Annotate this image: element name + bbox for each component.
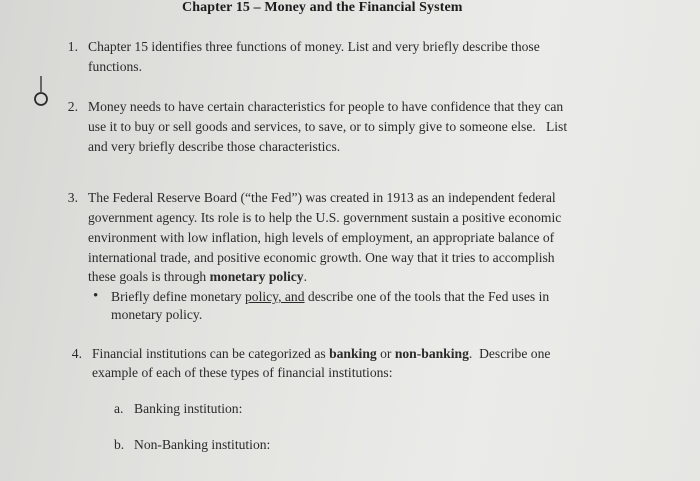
bullet-icon: • <box>93 288 99 304</box>
question-text: government agency. Its role is to help the U.S. government sustain a positive economic <box>88 210 562 225</box>
question-text: and very briefly describe those characteristics. <box>88 139 341 154</box>
underlined-text: policy, and <box>245 289 305 304</box>
pencil-marker-icon <box>30 74 52 110</box>
page-title: Chapter 15 – Money and the Financial System <box>182 0 463 15</box>
bullet-text: Briefly define monetary policy, and describe one of the tools that the Fed uses in <box>111 289 550 304</box>
question-text: environment with low inflation, high levels of employment, an appropriate balance of <box>88 230 555 245</box>
subitem-label: a. <box>114 401 124 416</box>
question-text: international trade, and positive economic growth. One way that it tries to accomplish <box>88 250 555 265</box>
subitem-text: Non-Banking institution: <box>134 437 271 452</box>
question-text: Financial institutions can be categorized as banking or non-banking. Describe one <box>92 346 551 361</box>
question-number: 4. <box>71 346 82 361</box>
bold-term: monetary policy <box>209 269 304 284</box>
question-number: 3. <box>67 190 78 205</box>
question-text: example of each of these types of financial institutions: <box>92 365 393 380</box>
question-text: The Federal Reserve Board (“the Fed”) was created in 1913 as an independent federal <box>88 190 556 205</box>
question-text: Money needs to have certain characteristics for people to have confidence that they can <box>88 99 564 114</box>
question-text: Chapter 15 identifies three functions of money. List and very briefly describe those <box>88 39 540 54</box>
bold-term: non-banking <box>394 346 469 361</box>
question-text: functions. <box>88 59 142 74</box>
bullet-text: monetary policy. <box>111 307 203 322</box>
question-number: 2. <box>67 99 78 114</box>
question-text: use it to buy or sell goods and services, to save, or to simply give to someone else. List <box>88 119 568 134</box>
bold-term: banking <box>329 346 377 361</box>
question-number: 1. <box>67 39 78 54</box>
question-text: these goals is through monetary policy. <box>88 269 307 284</box>
subitem-text: Banking institution: <box>134 401 243 416</box>
subitem-label: b. <box>114 437 125 452</box>
